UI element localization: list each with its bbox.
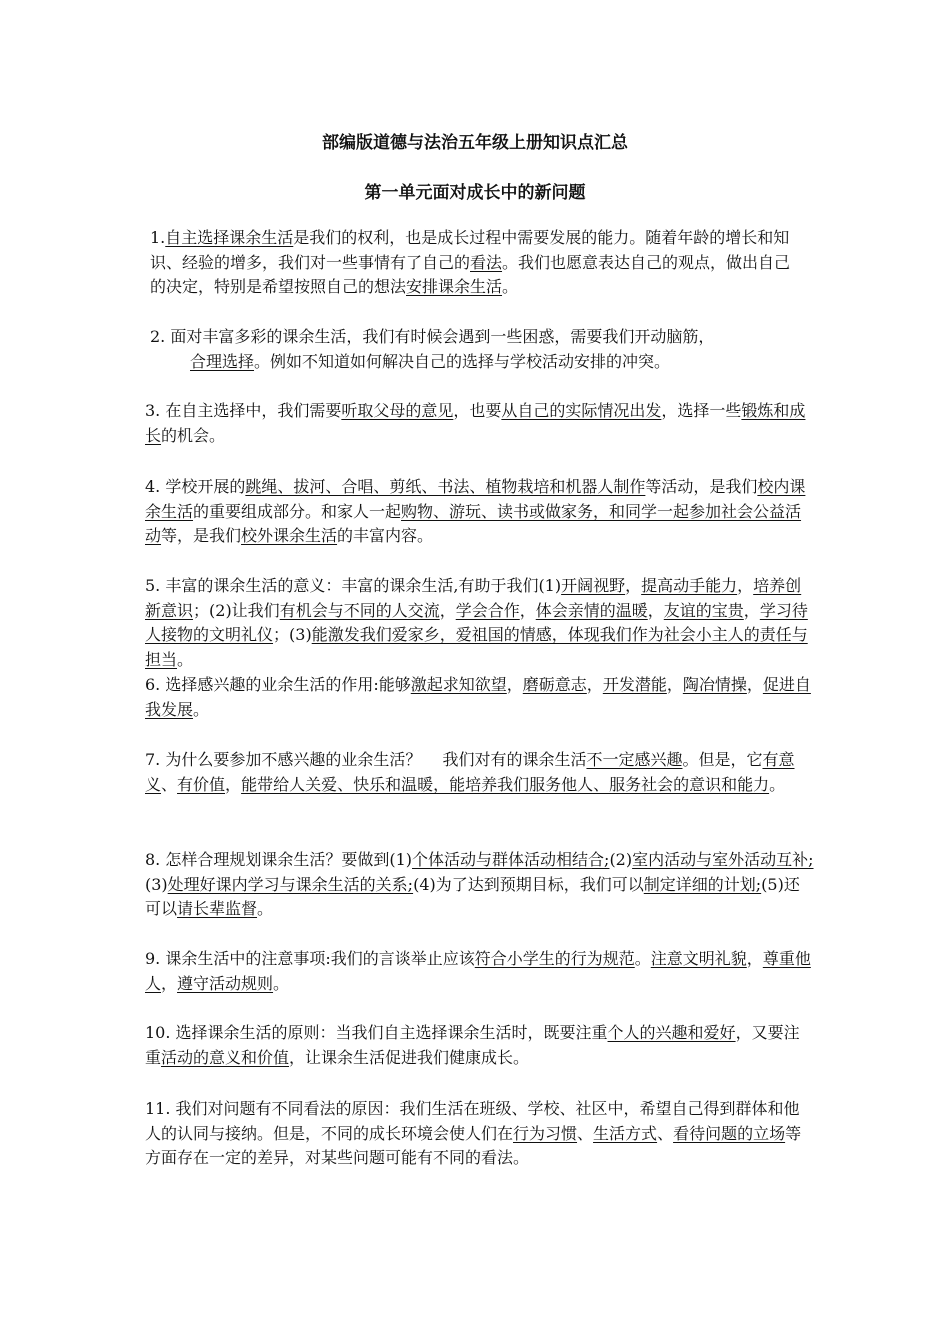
underlined-term: 安排课余生活 xyxy=(406,277,503,296)
text: 、 xyxy=(577,1123,594,1143)
text: ， xyxy=(625,576,642,595)
underlined-term: 磨砺意志 xyxy=(522,675,587,694)
underlined-term: 个人的兴趣和爱好 xyxy=(607,1023,736,1042)
text: ， xyxy=(506,675,523,694)
paragraph-6 xyxy=(145,673,815,722)
underlined-term: 开阔视野 xyxy=(561,576,626,595)
underlined-term: 尊重他人 xyxy=(145,949,811,993)
text: 6. 选择感兴趣的业余生活的作用:能够 xyxy=(145,675,411,694)
underlined-term: 遵守活动规则 xyxy=(177,973,274,993)
underlined-term: 符合小学生的行为规范 xyxy=(474,949,635,968)
underlined-term: 跳绳、拔河、合唱、剪纸、书法、植物栽培和机器人制作 xyxy=(245,477,646,496)
text: (4)为了达到预期目标，我们可以 xyxy=(413,874,644,894)
paragraph-3 xyxy=(145,399,815,448)
underlined-term: 有意义 xyxy=(145,750,795,794)
text: 等活动，是我们 xyxy=(645,477,758,496)
text: 。 xyxy=(502,277,519,296)
text: 。 xyxy=(257,899,274,918)
text: 7. 为什么要参加不感兴趣的业余生活？ 我们对有的课余生活 xyxy=(145,750,587,769)
paragraph-10 xyxy=(145,1021,815,1070)
text: 、 xyxy=(657,1123,674,1143)
underlined-term: 校外课余生活 xyxy=(241,526,338,545)
underlined-term: 合理选择 xyxy=(190,351,255,371)
underlined-term: 学会合作 xyxy=(455,600,520,620)
underlined-term: 不一定感兴趣 xyxy=(586,750,683,769)
text: (5)还可以 xyxy=(145,874,800,918)
text: (2) xyxy=(609,850,633,869)
paragraph-4 xyxy=(145,475,815,549)
underlined-term: 制定详细的计划; xyxy=(643,874,762,894)
text: ， xyxy=(746,949,763,968)
text: 。 xyxy=(177,649,194,669)
paragraph-1 xyxy=(150,226,805,300)
text: 3. 在自主选择中，我们需要 xyxy=(145,401,342,420)
underlined-term: 能激发我们爱家乡，爱祖国的情感，体现我们作为社会小主人的责任与担当 xyxy=(145,625,808,669)
underlined-term: 请长辈监督 xyxy=(177,899,258,918)
underlined-term: 从自己的实际情况出发 xyxy=(501,401,662,420)
text: 是我们的权利，也是成长过程中需要发展的能力。随着年龄的增长和知识、经验的增多，我们对一些事情有了自己的 xyxy=(150,228,790,272)
text: ， xyxy=(746,675,763,694)
underlined-term: 听取父母的意见 xyxy=(341,401,454,420)
underlined-term: 看法 xyxy=(470,252,503,272)
underlined-term: 自主选择课余生活 xyxy=(165,228,294,247)
text: 5. 丰富的课余生活的意义：丰富的课余生活,有助于我们(1) xyxy=(145,576,562,595)
text: 的机会。 xyxy=(161,425,226,445)
text: 9. 课余生活中的注意事项:我们的言谈举止应该 xyxy=(145,949,475,968)
text: 。 xyxy=(273,973,290,993)
underlined-term: 注意文明礼貌 xyxy=(650,949,747,968)
underlined-term: 学习待人接物的文明礼仪 xyxy=(145,600,808,644)
text: ， xyxy=(161,973,178,993)
text: 。例如不知道如何解决自己的选择与学校活动安排的冲突。 xyxy=(254,351,671,371)
text: ，选择一些 xyxy=(661,401,742,420)
text: 2. 面对丰富多彩的课余生活，我们有时候会遇到一些困惑，需要我们开动脑筋， xyxy=(150,327,715,346)
paragraph-11 xyxy=(145,1097,815,1171)
text: ， xyxy=(647,600,664,620)
text: ， xyxy=(225,774,242,794)
text: 。 xyxy=(769,774,786,794)
text: 等方面存在一定的差异，对某些问题可能有不同的看法。 xyxy=(145,1123,802,1167)
underlined-term: 处理好课内学习与课余生活的关系; xyxy=(167,874,414,894)
underlined-term: 友谊的宝贵 xyxy=(663,600,744,620)
text: 。但是，它 xyxy=(682,750,763,769)
underlined-term: 室内活动与室外活动互补; xyxy=(632,850,814,869)
underlined-term: 激起求知欲望 xyxy=(410,675,507,694)
underlined-term: 个体活动与群体活动相结合; xyxy=(412,850,610,869)
text: ， xyxy=(737,576,754,595)
underlined-term: 锻炼和成长 xyxy=(145,401,806,445)
underlined-term: 提高动手能力 xyxy=(641,576,738,595)
underlined-term: 能带给人关爱、快乐和温暖，能培养我们服务他人、服务社会的意识和能力 xyxy=(241,774,770,794)
text: 。我们也愿意表达自己的观点，做出自己的决定，特别是希望按照自己的想法 xyxy=(150,252,791,296)
text: 的丰富内容。 xyxy=(337,526,434,545)
text: ，又要注重 xyxy=(145,1023,800,1067)
underlined-term: 购物、游玩、读书或做家务，和同学一起参加社会公益活动 xyxy=(145,501,802,545)
text: ；(2)让我们 xyxy=(193,600,280,620)
underlined-term: 校内课余生活 xyxy=(145,477,806,521)
document-title: 部编版道德与法治五年级上册知识点汇总 xyxy=(322,133,628,153)
paragraph-2 xyxy=(150,325,805,374)
underlined-term: 陶冶情操 xyxy=(682,675,747,694)
paragraph-7 xyxy=(145,748,815,797)
text: ， xyxy=(586,675,603,694)
text: ， xyxy=(743,600,760,620)
text: ， xyxy=(666,675,683,694)
underlined-term: 看待问题的立场 xyxy=(673,1123,786,1143)
text: ， xyxy=(519,600,536,620)
text: 8. 怎样合理规划课余生活？要做到(1) xyxy=(145,850,413,869)
text: ；(3) xyxy=(273,625,312,644)
text: ，让课余生活促进我们健康成长。 xyxy=(289,1047,530,1067)
underlined-term: 活动的意义和价值 xyxy=(161,1047,290,1067)
paragraph-5 xyxy=(145,574,815,672)
text: 10. 选择课余生活的原则：当我们自主选择课余生活时，既要注重 xyxy=(145,1023,608,1042)
underlined-term: 体会亲情的温暖 xyxy=(535,600,648,620)
underlined-term: 生活方式 xyxy=(593,1123,658,1143)
underlined-term: 有机会与不同的人交流 xyxy=(279,600,440,620)
text: 、 xyxy=(161,774,178,794)
paragraph-number: 1. xyxy=(150,228,166,247)
underlined-term: 促进自我发展 xyxy=(145,675,811,719)
underlined-term: 行为习惯 xyxy=(513,1123,578,1143)
underlined-term: 有价值 xyxy=(177,774,226,794)
text: 的重要组成部分。和家人一起 xyxy=(193,501,402,521)
text: 。 xyxy=(634,949,651,968)
paragraph-9 xyxy=(145,947,815,996)
text: 11. 我们对问题有不同看法的原因：我们生活在班级、学校、社区中，希望自己得到群体和他人的认同与接纳。但是，不同的成长环境会使人们在 xyxy=(145,1099,800,1143)
text: 等，是我们 xyxy=(161,526,242,545)
unit-title: 第一单元面对成长中的新问题 xyxy=(364,183,586,203)
paragraph-8 xyxy=(145,848,815,922)
underlined-term: 培养创新意识 xyxy=(145,576,802,620)
text: ，也要 xyxy=(453,401,502,420)
text: ， xyxy=(439,600,456,620)
underlined-term: 开发潜能 xyxy=(602,675,667,694)
text: 。 xyxy=(193,699,210,719)
text: (3) xyxy=(145,874,168,894)
text: 4. 学校开展的 xyxy=(145,477,246,496)
